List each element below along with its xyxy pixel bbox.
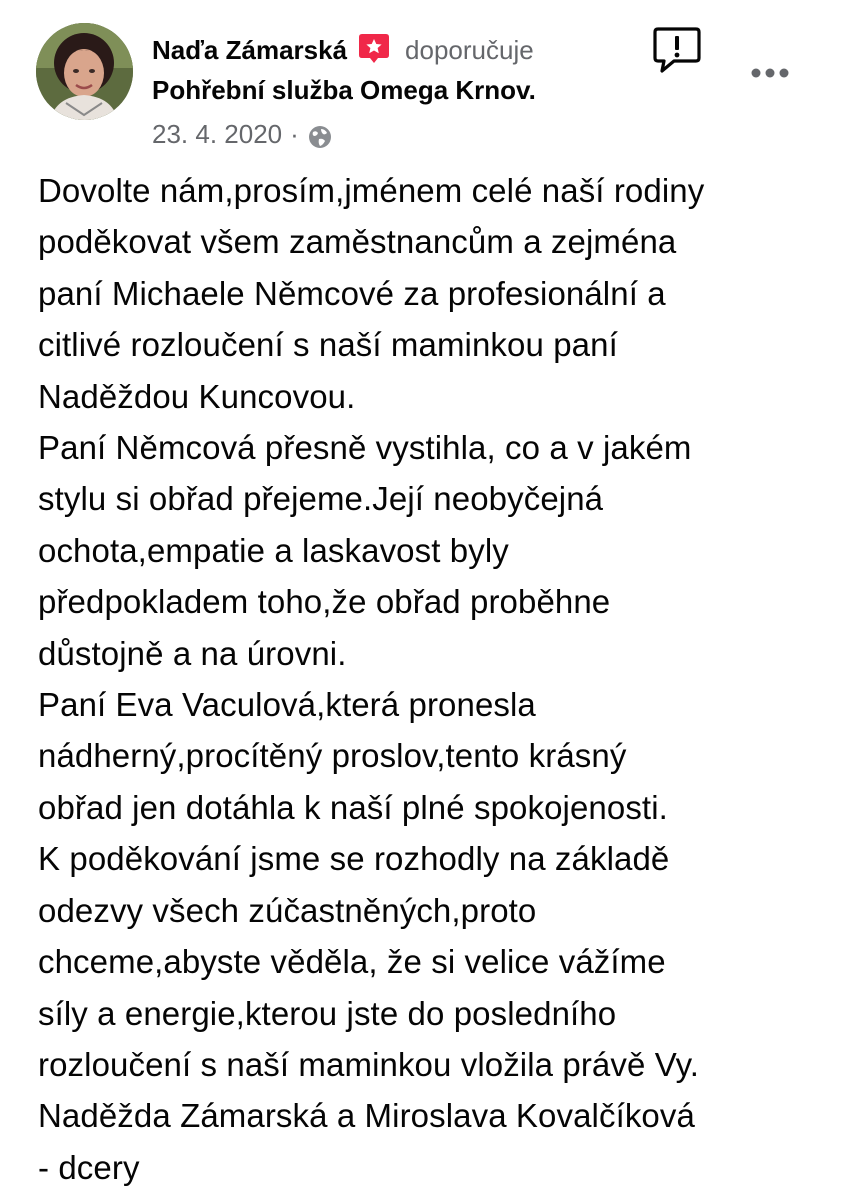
post-text-line: Naděžda Zámarská a Miroslava Kovalčíková: [38, 1097, 695, 1135]
meta-separator: ·: [290, 119, 299, 149]
page-name-suffix: .: [528, 75, 536, 105]
recommendation-icon: [357, 31, 391, 65]
globe-icon: [307, 121, 333, 147]
post-text-line: předpokladem toho,že obřad proběhne: [38, 583, 611, 621]
post-text-line: stylu si obřad přejeme.Její neobyčejná: [38, 480, 604, 518]
more-options-icon[interactable]: [746, 58, 794, 88]
page-name-link[interactable]: Pohřební služba Omega Krnov: [152, 75, 529, 105]
recommendation-verb: doporučuje: [405, 35, 534, 65]
avatar-photo: [36, 23, 133, 120]
post-text-line: obřad jen dotáhla k naší plné spokojenosti.: [38, 788, 668, 826]
post-text-line: nádherný,procítěný proslov,tento krásný: [38, 737, 627, 775]
post-text-line: Dovolte nám,prosím,jménem celé naší rodiny: [38, 172, 705, 209]
post-text-line: citlivé rozloučení s naší maminkou paní: [38, 326, 618, 364]
page-name-row: [152, 70, 672, 110]
post-text-line: chceme,abyste věděla, že si velice vážíme: [38, 943, 666, 981]
post-text-line: Paní Eva Vaculová,která pronesla: [38, 686, 536, 724]
post-text-line: odezvy všech zúčastněných,proto: [38, 891, 537, 929]
post-text-line: paní Michaele Němcové za profesionální a: [38, 274, 666, 312]
post-text-line: Naděždou Kuncovou.: [38, 377, 356, 415]
post-text: [38, 165, 838, 1193]
post-text-line: Paní Němcová přesně vystihla, co a v jakém: [38, 429, 692, 467]
avatar[interactable]: [36, 23, 133, 120]
post-meta: [152, 114, 672, 154]
post-text-line: poděkovat všem zaměstnancům a zejména: [38, 223, 677, 261]
post-date[interactable]: 23. 4. 2020: [152, 119, 283, 149]
post-text-line: důstojně a na úrovni.: [38, 634, 347, 672]
post-text-line: - dcery: [38, 1148, 140, 1186]
author-name-link[interactable]: Naďa Zámarská: [152, 35, 348, 65]
post-header: [0, 0, 857, 160]
report-icon[interactable]: [652, 25, 702, 75]
post-text-line: ochota,empatie a laskavost byly: [38, 531, 509, 569]
post-text-line: K poděkování jsme se rozhodly na základě: [38, 840, 670, 878]
post-text-line: síly a energie,kterou jste do posledního: [38, 994, 617, 1032]
post-attribution: [152, 30, 672, 70]
post-text-line: rozloučení s naší maminkou vložila právě Vy.: [38, 1045, 700, 1083]
post-header-text: [152, 30, 672, 154]
